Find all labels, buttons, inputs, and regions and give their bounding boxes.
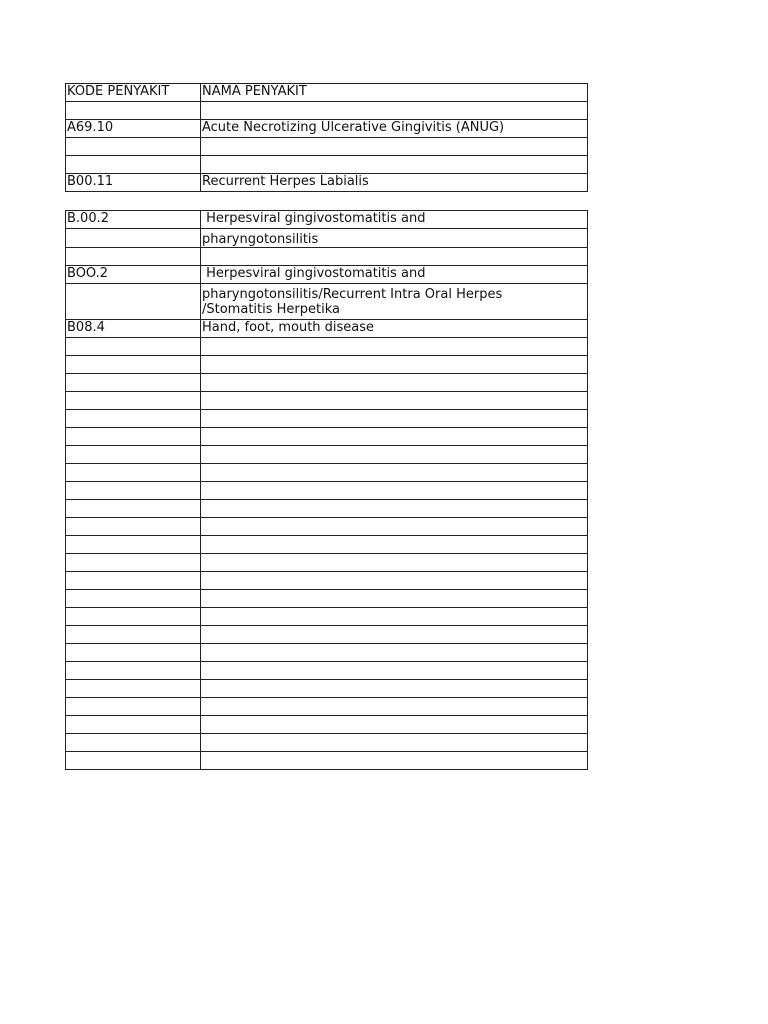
name-cell[interactable] bbox=[201, 734, 588, 752]
code-cell[interactable] bbox=[66, 410, 201, 428]
code-cell[interactable]: B08.4 bbox=[66, 320, 201, 338]
disease-table-top bbox=[65, 83, 588, 192]
name-cell[interactable] bbox=[201, 536, 588, 554]
code-cell[interactable] bbox=[66, 374, 201, 392]
table-row bbox=[66, 248, 588, 266]
disease-table-bottom bbox=[65, 210, 588, 770]
table-row bbox=[66, 156, 588, 174]
name-cell[interactable] bbox=[201, 464, 588, 482]
name-cell[interactable] bbox=[201, 608, 588, 626]
empty-row bbox=[66, 446, 588, 464]
empty-row bbox=[66, 392, 588, 410]
code-cell[interactable] bbox=[66, 500, 201, 518]
empty-row bbox=[66, 554, 588, 572]
code-cell[interactable] bbox=[66, 392, 201, 410]
name-cell[interactable] bbox=[201, 518, 588, 536]
name-cell[interactable] bbox=[201, 626, 588, 644]
name-cell[interactable] bbox=[201, 446, 588, 464]
name-cell[interactable] bbox=[201, 716, 588, 734]
code-cell[interactable] bbox=[66, 554, 201, 572]
table-row bbox=[66, 320, 588, 338]
name-cell[interactable] bbox=[201, 338, 588, 356]
name-cell[interactable] bbox=[201, 248, 588, 266]
code-cell[interactable]: B.00.2 bbox=[66, 211, 201, 229]
code-cell[interactable] bbox=[66, 102, 201, 120]
table-row bbox=[66, 102, 588, 120]
table-row bbox=[66, 174, 588, 192]
name-cell[interactable] bbox=[201, 374, 588, 392]
name-cell[interactable]: Acute Necrotizing Ulcerative Gingivitis (ANUG) bbox=[201, 120, 588, 138]
name-cell[interactable] bbox=[201, 102, 588, 120]
empty-row bbox=[66, 482, 588, 500]
empty-row bbox=[66, 464, 588, 482]
name-cell[interactable] bbox=[201, 428, 588, 446]
name-cell[interactable] bbox=[201, 662, 588, 680]
name-cell[interactable] bbox=[201, 554, 588, 572]
name-cell[interactable] bbox=[201, 392, 588, 410]
code-cell[interactable] bbox=[66, 680, 201, 698]
empty-row bbox=[66, 752, 588, 770]
name-cell[interactable] bbox=[201, 698, 588, 716]
empty-row bbox=[66, 572, 588, 590]
table-row bbox=[66, 211, 588, 229]
table-row bbox=[66, 284, 588, 320]
code-cell[interactable] bbox=[66, 482, 201, 500]
code-cell[interactable] bbox=[66, 626, 201, 644]
name-cell[interactable]: Recurrent Herpes Labialis bbox=[201, 174, 588, 192]
name-cell[interactable] bbox=[201, 410, 588, 428]
header-code-cell[interactable]: KODE PENYAKIT bbox=[66, 84, 201, 102]
empty-rows bbox=[66, 338, 588, 770]
name-cell[interactable] bbox=[201, 572, 588, 590]
table-row bbox=[66, 138, 588, 156]
empty-row bbox=[66, 644, 588, 662]
code-cell[interactable] bbox=[66, 716, 201, 734]
empty-row bbox=[66, 626, 588, 644]
code-cell[interactable] bbox=[66, 138, 201, 156]
code-cell[interactable] bbox=[66, 698, 201, 716]
code-cell[interactable] bbox=[66, 248, 201, 266]
name-cell[interactable] bbox=[201, 156, 588, 174]
code-cell[interactable] bbox=[66, 608, 201, 626]
name-cell[interactable]: Herpesviral gingivostomatitis and bbox=[201, 266, 588, 284]
code-cell[interactable] bbox=[66, 284, 201, 320]
empty-row bbox=[66, 536, 588, 554]
code-cell[interactable] bbox=[66, 734, 201, 752]
table-header-row bbox=[66, 84, 588, 102]
code-cell[interactable]: A69.10 bbox=[66, 120, 201, 138]
empty-row bbox=[66, 518, 588, 536]
code-cell[interactable] bbox=[66, 536, 201, 554]
code-cell[interactable] bbox=[66, 662, 201, 680]
name-cell[interactable] bbox=[201, 482, 588, 500]
empty-row bbox=[66, 734, 588, 752]
name-cell[interactable] bbox=[201, 752, 588, 770]
empty-row bbox=[66, 500, 588, 518]
code-cell[interactable] bbox=[66, 156, 201, 174]
code-cell[interactable] bbox=[66, 446, 201, 464]
name-line-2: /Stomatitis Herpetika bbox=[202, 302, 340, 317]
code-cell[interactable] bbox=[66, 356, 201, 374]
name-cell[interactable]: Herpesviral gingivostomatitis and bbox=[201, 211, 588, 229]
code-cell[interactable] bbox=[66, 428, 201, 446]
empty-row bbox=[66, 698, 588, 716]
empty-row bbox=[66, 374, 588, 392]
empty-row bbox=[66, 356, 588, 374]
empty-row bbox=[66, 428, 588, 446]
code-cell[interactable] bbox=[66, 518, 201, 536]
header-name-cell[interactable]: NAMA PENYAKIT bbox=[201, 84, 588, 102]
empty-row bbox=[66, 716, 588, 734]
name-cell[interactable] bbox=[201, 680, 588, 698]
table-row bbox=[66, 120, 588, 138]
code-cell[interactable] bbox=[66, 229, 201, 248]
code-cell[interactable] bbox=[66, 752, 201, 770]
table-row bbox=[66, 266, 588, 284]
code-cell[interactable] bbox=[66, 644, 201, 662]
name-cell[interactable]: pharyngotonsilitis bbox=[201, 229, 588, 248]
name-cell[interactable]: Hand, foot, mouth disease bbox=[201, 320, 588, 338]
empty-row bbox=[66, 680, 588, 698]
code-cell[interactable] bbox=[66, 572, 201, 590]
empty-row bbox=[66, 590, 588, 608]
empty-row bbox=[66, 410, 588, 428]
empty-row bbox=[66, 608, 588, 626]
name-cell[interactable] bbox=[201, 284, 588, 320]
empty-row bbox=[66, 338, 588, 356]
name-cell[interactable] bbox=[201, 590, 588, 608]
name-cell[interactable] bbox=[201, 356, 588, 374]
code-cell[interactable]: BOO.2 bbox=[66, 266, 201, 284]
code-cell[interactable] bbox=[66, 590, 201, 608]
name-line-1: pharyngotonsilitis/Recurrent Intra Oral Herpes bbox=[202, 287, 503, 302]
code-cell[interactable] bbox=[66, 464, 201, 482]
table-row bbox=[66, 229, 588, 248]
empty-row bbox=[66, 662, 588, 680]
code-cell[interactable] bbox=[66, 338, 201, 356]
code-cell[interactable]: B00.11 bbox=[66, 174, 201, 192]
name-cell[interactable] bbox=[201, 500, 588, 518]
name-cell[interactable] bbox=[201, 644, 588, 662]
name-cell[interactable] bbox=[201, 138, 588, 156]
